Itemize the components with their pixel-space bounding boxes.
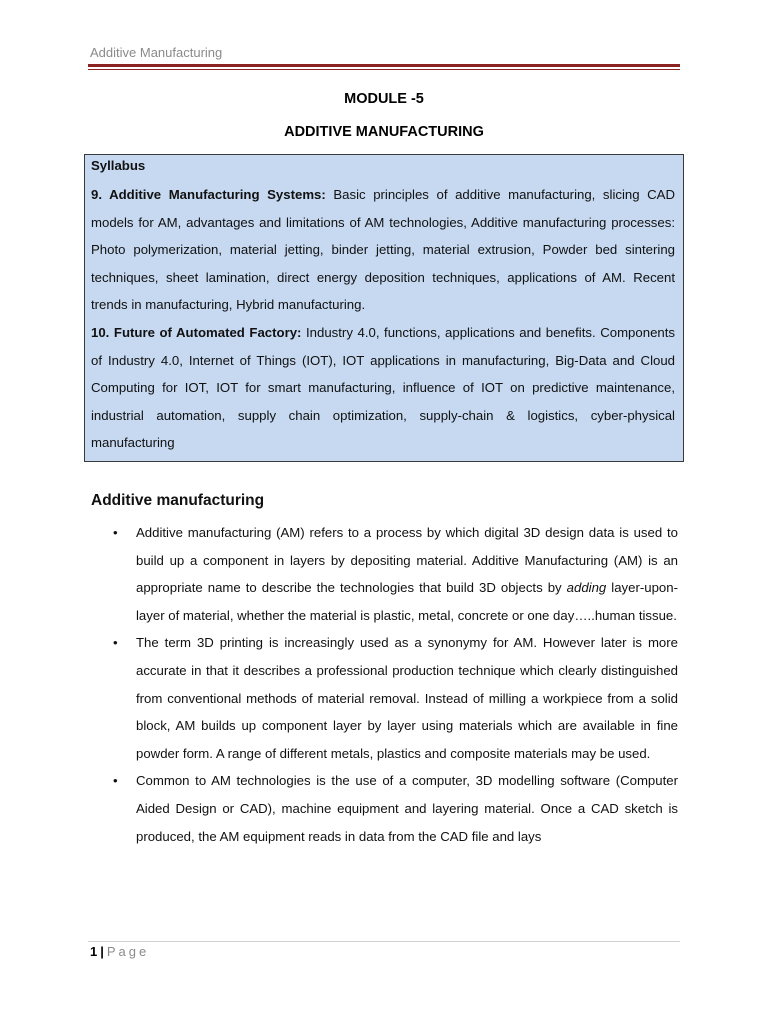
page-number: 1 [90,944,98,959]
syllabus-box [84,154,684,462]
syllabus-item-text: Basic principles of additive manufacturing, slicing CAD models for AM, advantages and limitations of AM technologies, Additive manufacturing processes: Photo polymerization, material jetting, binder jetting, material extrusion, Powder bed sintering techniques, sheet lamination, direct energy deposition techniques, applications of AM. Recent trends in manufacturing, Hybrid manufacturing. [91,187,675,313]
running-header: Additive Manufacturing [90,45,223,60]
list-item: • Additive manufacturing (AM) refers to a process by which digital 3D design data is used to build up a component in layers by depositing material. Additive Manufacturing (AM) is an appropriate name to describe the technologies that build 3D objects by adding layer-upon-layer of material, whether the material is plastic, metal, concrete or one day…..human tissue. [136,519,678,629]
header-rule-thin [88,69,680,70]
bullet-icon: • [113,773,118,789]
syllabus-heading: Syllabus [91,158,146,173]
page-footer [90,944,149,959]
list-item: • Common to AM technologies is the use of a computer, 3D modelling software (Computer Aided Design or CAD), machine equipment and layering material. Once a CAD sketch is produced, the AM equipment reads in data from the CAD file and lays [136,767,678,850]
footer-rule [88,941,680,942]
list-item: • The term 3D printing is increasingly used as a synonymy for AM. However later is more accurate in that it describes a professional production technique which clearly distinguished from conventional methods of material removal. Instead of milling a workpiece from a solid block, AM builds up component layer by layer using materials which are available in fine powder form. A range of different metals, plastics and composite materials may be used. [136,629,678,767]
syllabus-item-text: Industry 4.0, functions, applications and benefits. Components of Industry 4.0, Internet of Things (IOT), IOT applications in manufacturing, Big-Data and Cloud Computing for IOT, IOT for smart manufacturing, influence of IOT on predictive maintenance, industrial automation, supply chain optimization, supply-chain & logistics, cyber-physical manufacturing [91,324,675,451]
footer-separator: | [100,944,104,959]
bullet-list [113,519,678,850]
syllabus-item-label: 9. Additive Manufacturing Systems: [91,187,326,202]
section-heading: Additive manufacturing [91,492,265,509]
bullet-icon: • [113,525,118,540]
syllabus-item-label: 10. Future of Automated Factory: [91,324,302,340]
syllabus-item [91,319,675,457]
module-subtitle: ADDITIVE MANUFACTURING [284,124,484,140]
bullet-icon: • [113,635,118,651]
page-label: Page [106,944,150,959]
emphasis: adding [566,580,607,596]
header-rule-thick [88,64,680,67]
syllabus-item [91,181,675,319]
module-title: MODULE -5 [344,91,424,107]
